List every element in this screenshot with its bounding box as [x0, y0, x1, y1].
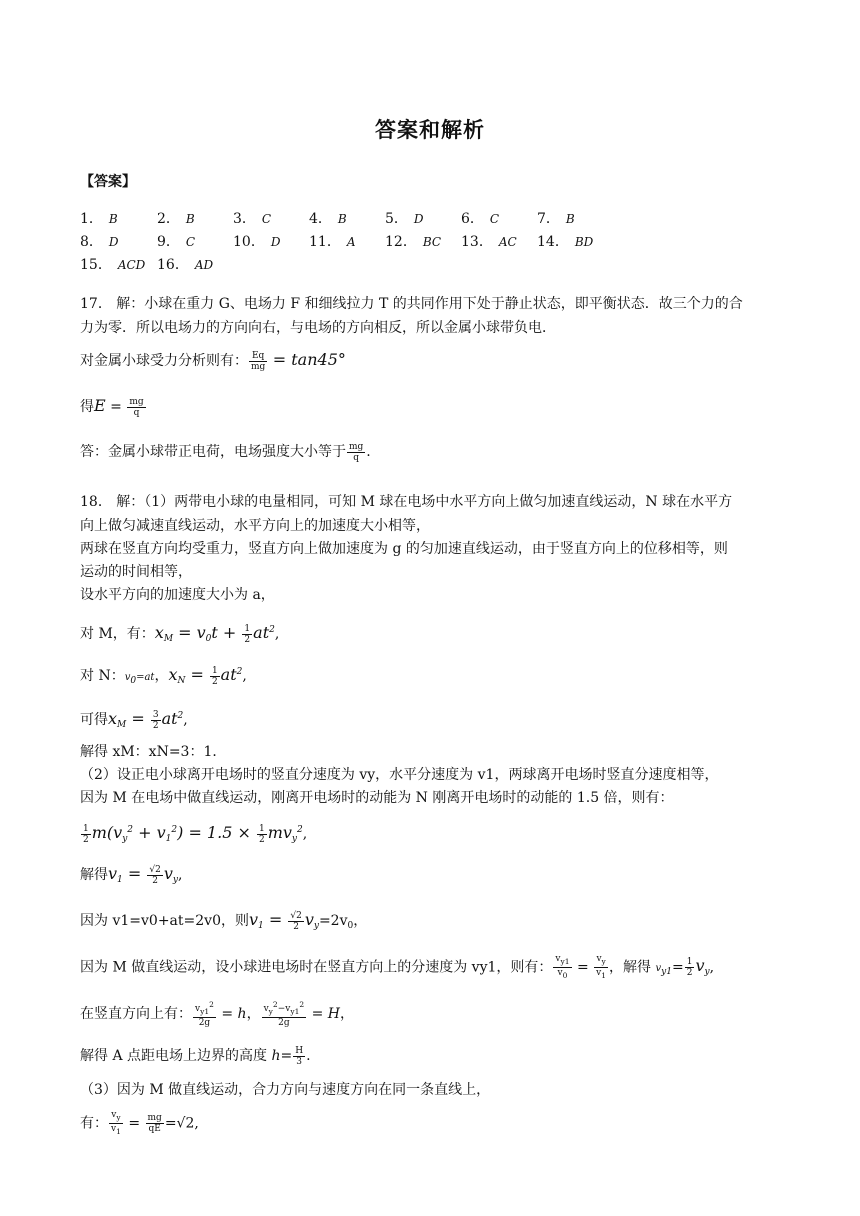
page-title: 答案和解析: [375, 118, 485, 142]
q18-v1-relation: 因为 v1=v0+at=2v0，则$v_1$ = $\frac{√2}{2}$ $v_y=2v_0$，: [80, 910, 368, 932]
q18-straight-line: 因为 M 做直线运动，设小球进电场时在竖直方向上的分速度为 vy1，则有： $\frac{v_{y1}}{v_0}$ = $\frac{v_y}{v_1}$ ，解得 vy1= $\frac{1}{2}$ $v_y$,: [80, 954, 715, 980]
answer-item: 7． B: [537, 211, 575, 227]
q18-line-2: 向上做匀减速直线运动，水平方向上的加速度大小相等，: [80, 518, 430, 534]
answer-item: 14． BD: [537, 234, 594, 250]
answer-item: 10． D: [233, 234, 281, 250]
q18-height: 解得 A 点距电场上边界的高度 h= $\frac{H}{3}$ .: [80, 1045, 311, 1067]
answer-item: 16． AD: [157, 257, 214, 273]
q18-force-ratio: 有： $\frac{v_y}{v_1}$ = $\frac{mg}{qE}$ =√2,: [80, 1110, 199, 1136]
answer-item: 9． C: [157, 234, 196, 250]
answer-item: 4． B: [309, 211, 347, 227]
q18-line-5: 设水平方向的加速度大小为 a，: [80, 587, 275, 603]
q18-line-11: 因为 M 在电场中做直线运动，刚离开电场时的动能为 N 刚离开电场时的动能的 1.5 倍，则有：: [80, 790, 674, 806]
q17-result: 得E = $\frac{mg}{q}$: [80, 396, 144, 418]
q18-solve-v1: 解得$v_1$ = $\frac{√2}{2}$ $v_y$,: [80, 864, 183, 886]
q18-line-10: （2）设正电小球离开电场时的竖直分速度为 vy，水平分速度为 v1，两球离开电场时竖直分速度相等，: [80, 767, 719, 783]
q18-eq-n: 对 N：v0=at，$x_N$ = $\frac{1}{2}$ $at^2$,: [80, 665, 247, 687]
answers-heading: 【答案】: [80, 174, 136, 190]
answer-item: 15． ACD: [80, 257, 146, 273]
q18-eq-m: 对 M，有：$x_M = v_0t$ + $\frac{1}{2}$ $at^2$,: [80, 623, 280, 645]
q18-line-4: 运动的时间相等，: [80, 564, 192, 580]
q18-line-9: 解得 xM：xN=3：1．: [80, 744, 227, 760]
q17-text-1: 17． 解：小球在重力 G、电场力 F 和细线拉力 T 的共同作用下处于静止状态，即平衡状态．故三个力的合: [80, 296, 743, 312]
answer-item: 12． BC: [385, 234, 442, 250]
answer-item: 11． A: [309, 234, 356, 250]
q17-text-2: 力为零．所以电场力的方向向右，与电场的方向相反，所以金属小球带负电．: [80, 320, 556, 336]
answer-item: 3． C: [233, 211, 272, 227]
q18-vertical: 在竖直方向上有： $\frac{v_{y1}^2}{2g}$ = h， $\frac{v_y^2-v_{y1}^2}{2g}$ = H，: [80, 1000, 354, 1028]
q18-energy-eq: $\frac{1}{2}$ $m(v_y^2 + v_1^2) = 1.5$ × $\frac{1}{2}$ $mv_y^2$,: [83, 823, 308, 845]
q18-line-18: （3）因为 M 做直线运动，合力方向与速度方向在同一条直线上，: [80, 1082, 491, 1098]
answer-item: 5． D: [385, 211, 424, 227]
q18-eq-xm: 可得$x_M$ = $\frac{3}{2}$ $at^2$,: [80, 709, 188, 731]
q18-line-3: 两球在竖直方向均受重力，竖直方向上做加速度为 g 的匀加速直线运动，由于竖直方向上的位移相等，则: [80, 541, 728, 557]
answer-item: 13． AC: [461, 234, 517, 250]
q17-force-analysis: 对金属小球受力分析则有： $\frac{Eq}{mg}$ = tan45°: [80, 350, 346, 372]
answer-item: 8． D: [80, 234, 119, 250]
answer-item: 2． B: [157, 211, 195, 227]
answer-item: 6． C: [461, 211, 500, 227]
q18-line-1: 18． 解：（1）两带电小球的电量相同，可知 M 球在电场中水平方向上做匀加速直线运动，N 球在水平方: [80, 494, 733, 510]
answer-item: 1． B: [80, 211, 118, 227]
q17-answer: 答：金属小球带正电荷，电场强度大小等于 $\frac{mg}{q}$ .: [80, 441, 371, 463]
